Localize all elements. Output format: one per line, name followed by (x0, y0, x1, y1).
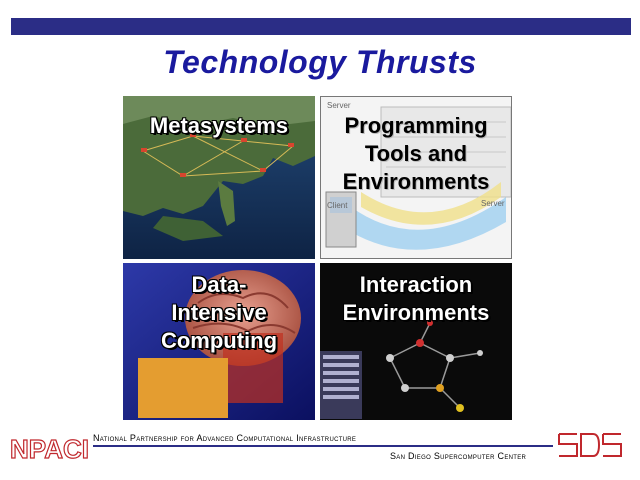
server-label-top: Server (327, 101, 351, 110)
tile-label-interaction-environments: Interaction Environments (342, 272, 490, 325)
tile-programming-tools (320, 96, 512, 259)
top-accent-bar (11, 18, 631, 35)
footer-organization-name: National Partnership for Advanced Computational Infrastructure (93, 433, 357, 443)
tile-label-metasystems: Metasystems (149, 113, 289, 138)
footer-divider (93, 445, 553, 447)
tile-metasystems (123, 96, 315, 259)
sdsc-logo (557, 430, 629, 467)
tile-data-intensive-computing (123, 263, 315, 420)
npaci-logo (10, 432, 90, 467)
server-label-bottom: Server (481, 199, 505, 208)
client-label: Client (327, 201, 348, 210)
slide-title: Technology Thrusts (163, 44, 477, 80)
tile-label-data-intensive: Data- Intensive Computing (160, 272, 278, 353)
footer-center-name: San Diego Supercomputer Center (390, 451, 527, 461)
tile-label-programming-tools: Programming Tools and Environments (342, 113, 490, 194)
svg-text:NPACI: NPACI (10, 434, 89, 462)
tile-interaction-environments (320, 263, 512, 420)
